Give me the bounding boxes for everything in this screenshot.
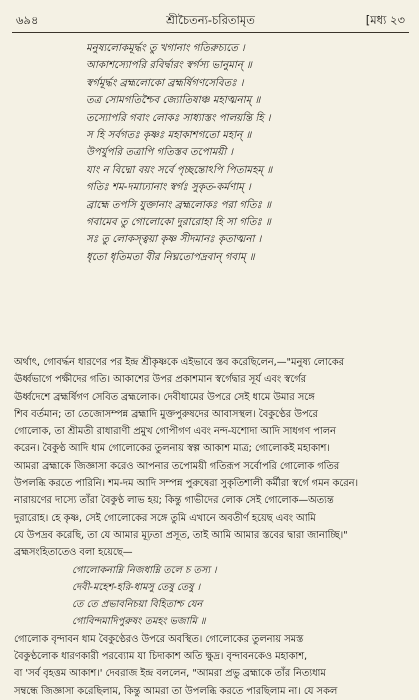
verse-line: ধৃতো ধৃতিমতা বীর নিঘ্নতোপদ্রবান্ গবাম্ ॥ <box>86 251 255 263</box>
verse-line: গতিঃ শম-দমাঢ্যানাং স্বর্গঃ সুকৃত-কর্মণাম্ । <box>86 182 251 194</box>
translation-line: শিব বর্তমান; তা তেজোসম্পন্ন ব্রহ্মাদি মুক্তপুরুষদের আবাসস্থল। বৈকুণ্ঠের উপরে <box>14 408 318 420</box>
sanskrit-verse-block <box>86 40 404 266</box>
translation-line: উপলব্ধি করতে পারিনি। শম-দম আদি সম্পন্ন পুরুষেরা সুকৃতিশালী কর্মীরা স্বর্গে গমন করেন। <box>14 478 359 490</box>
translation-line: নারায়ণের দাস্যে তাঁরা বৈকুণ্ঠ লাভ হয়; কিন্তু গাভীদের লোক সেই গোলোক—অত্যন্ত <box>14 495 334 507</box>
verse-line: যাং ন বিদ্মো বয়ং সর্বে পৃচ্ছন্তোঽপি পিতামহম্ ॥ <box>86 164 273 176</box>
translation-line: ব্রহ্মসংহিতাতেও বলা হয়েছে— <box>14 547 133 559</box>
translation-line: গোলোক, তা শ্রীমতী রাধারাণী প্রমুখ গোপীগণ এবং নন্দ-যশোদা আদি সাধগণ পালন <box>14 426 336 438</box>
closing-line: গোলোক বৃন্দাবন ধাম বৈকুণ্ঠেরও উপরে অবস্থিত। গোলোকের তুলনায় সমস্ত <box>14 633 304 645</box>
header-rule <box>12 32 409 33</box>
book-title: শ্রীচৈতন্য-চরিতামৃত <box>166 13 255 27</box>
verse-line: স্বর্গমূর্দ্ধং ব্রহ্মলোকো ব্রহ্মর্ষিগণসেবিতঃ । <box>86 77 244 89</box>
page-number: ৬৯৪ <box>16 13 39 27</box>
translation-line: দুরারোহ। হে কৃষ্ণ, সেই গোলোকের সঙ্গে তুমি এখানে অবতীর্ণ হয়েছ এবং আমি <box>14 512 316 524</box>
closing-line: বা 'সর্ব বৃহত্তম আকাশ।' দেবরাজ ইন্দ্র বললেন, "আমরা প্রভু ব্রহ্মাকে তাঁর নিত্যধাম <box>14 668 326 680</box>
verse-line: মনুষ্যলোকমূর্দ্ধং তু খগানাং গতিরুচ্যতে । <box>86 43 245 54</box>
translation-block <box>14 354 406 700</box>
verse-line: গবামেব তু গোলোকো দুরারোহা হি সা গতিঃ ॥ <box>86 216 271 228</box>
page-header <box>12 10 409 30</box>
verse-line: আকাশস্যোপরি রবির্দ্বারং স্বর্গস্য ভানুমান্ ॥ <box>86 60 252 72</box>
quote-line: গোলোকনাম্নি নিজধাম্নি তলে চ তস্য । <box>72 564 217 576</box>
translation-line: করেন। বৈকুণ্ঠ আদি ধাম গোলোকের তুলনায় স্বল্প আকাশ মাত্র; গোলোকই মহাকাশ। <box>14 443 330 455</box>
translation-line: যে উপদ্রব করেছি, তা যে আমার মূঢ়তা প্রসূত, তাই আমি আমার স্তবের দ্বারা জানাচ্ছি।" <box>14 529 348 541</box>
translation-line: ঊর্ধ্বদেশে ব্রহ্মর্ষিগণ সেবিত ব্রহ্মলোক। দেবীধামের উপরে সেই ধামে উমার সঙ্গে <box>14 391 315 403</box>
verse-line: তত্র সোমগতিশ্চৈব জ্যোতিষাঞ্চ মহাত্মনাম্ ॥ <box>86 95 261 107</box>
verse-line: উপর্যুপরি তত্রাপি গতিস্তব তপোময়ী । <box>86 147 234 159</box>
closing-line: বৈকুণ্ঠলোক ধারণকারী পরব্যোম যা চিদাকাশ অতি ক্ষুদ্র। বৃন্দাবনকেও মহাকাশ, <box>14 651 308 663</box>
closing-line: সম্বন্ধে জিজ্ঞাসা করেছিলাম, কিন্তু আমরা তা উপলব্ধি করতে পারছিলাম না। যে সকল <box>14 685 338 697</box>
translation-line: ঊর্ধ্বভাগে পক্ষীদের গতি। আকাশের উপর প্রকাশমান স্বর্গেদ্বার সূর্য এবং স্বর্গের <box>14 374 306 386</box>
verse-line: তস্যোপরি গবাং লোকঃ সাধ্যাস্তং পালয়ন্তি হি । <box>86 112 271 124</box>
verse-line: ব্রাহ্মে তপসি যুক্তানাং ব্রহ্মলোকঃ পরা গতিঃ ॥ <box>86 199 271 211</box>
translation-line: অর্থাৎ, গোবর্দ্ধন ধারণের পর ইন্দ্র শ্রীকৃষ্ণকে এইভাবে স্তব করেছিলেন,—"মনুষ্য লোকের <box>14 357 344 368</box>
quote-line: দেবী-মহেশ-হরি-ধামসু তেষু তেষু । <box>72 581 201 593</box>
translation-line: আমরা ব্রহ্মাকে জিজ্ঞাসা করেও আপনার তপোময়ী গতিরূপ সর্বোপরি গোলোক গতির <box>14 460 340 472</box>
quote-line: তে তে প্রভাবনিচয়া বিহিতাশ্চ যেন <box>72 599 203 611</box>
verse-line: স হি সর্বগতঃ কৃষ্ণঃ মহাকাশগতো মহান্ ॥ <box>86 129 252 141</box>
quote-line: গোবিন্দমাদিপুরুষং তমহং ভজামি ॥ <box>72 616 206 628</box>
verse-line: সঃ তু লোকস্ত্বয়া কৃষ্ণ সীদমানঃ কৃতাত্মনা । <box>86 234 262 246</box>
section-label: [মধ্য ২৩ <box>365 13 405 27</box>
